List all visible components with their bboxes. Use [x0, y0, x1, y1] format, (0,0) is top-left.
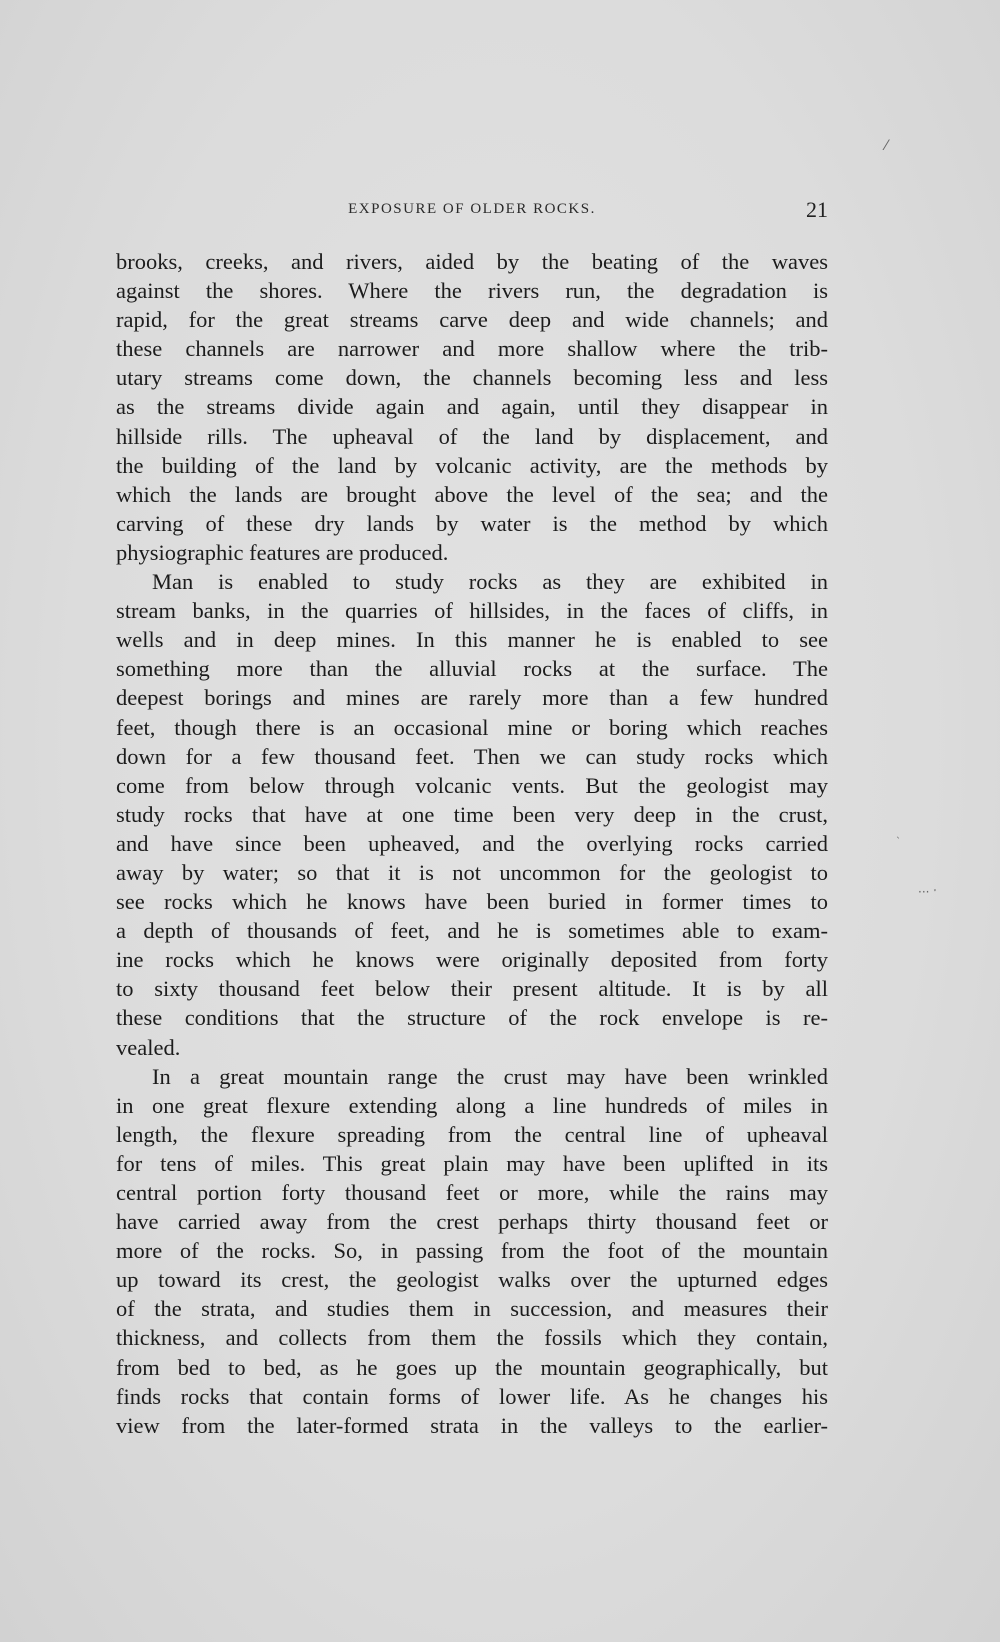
text-line: of the strata, and studies them in succession, and measures their	[116, 1296, 828, 1322]
running-head	[116, 197, 828, 227]
text-line: thickness, and collects from them the fossils which they contain,	[116, 1325, 828, 1351]
text-line: these conditions that the structure of the rock envelope is re-	[116, 1005, 828, 1031]
text-line: wells and in deep mines. In this manner he is enabled to see	[116, 627, 828, 653]
text-line: against the shores. Where the rivers run, the degradation is	[116, 278, 828, 304]
text-line: In a great mountain range the crust may have been wrinkled	[152, 1063, 828, 1089]
text-line: hillside rills. The upheaval of the land by displacement, and	[116, 423, 828, 449]
text-line: rapid, for the great streams carve deep and wide channels; and	[116, 307, 828, 333]
text-line: utary streams come down, the channels becoming less and less	[116, 365, 828, 391]
text-line: carving of these dry lands by water is the method by which	[116, 510, 828, 536]
text-line: in one great flexure extending along a line hundreds of miles in	[116, 1092, 828, 1118]
running-title: EXPOSURE OF OLDER ROCKS.	[348, 201, 596, 217]
text-line: and have since been upheaved, and the overlying rocks carried	[116, 830, 828, 856]
pencil-mark: ⁄	[885, 138, 888, 154]
text-line: feet, though there is an occasional mine or boring which reaches	[116, 714, 828, 740]
text-line: have carried away from the crest perhaps thirty thousand feet or	[116, 1209, 828, 1235]
text-line: finds rocks that contain forms of lower life. As he changes his	[116, 1383, 828, 1409]
text-line: from bed to bed, as he goes up the mountain geographically, but	[116, 1354, 828, 1380]
text-line: deepest borings and mines are rarely more than a few hundred	[116, 685, 828, 711]
text-line: brooks, creeks, and rivers, aided by the beating of the waves	[116, 249, 828, 274]
text-line: more of the rocks. So, in passing from the foot of the mountain	[116, 1238, 828, 1264]
text-line: view from the later-formed strata in the valleys to the earlier-	[116, 1412, 828, 1438]
text-line: which the lands are brought above the level of the sea; and the	[116, 481, 828, 507]
text-line: central portion forty thousand feet or more, while the rains may	[116, 1180, 828, 1205]
text-line: to sixty thousand feet below their present altitude. It is by all	[116, 976, 828, 1002]
text-line: vealed.	[116, 1034, 181, 1060]
text-line: these channels are narrower and more shallow where the trib-	[116, 336, 828, 362]
text-line: length, the flexure spreading from the central line of upheaval	[116, 1121, 828, 1147]
text-line: study rocks that have at one time been very deep in the crust,	[116, 801, 828, 827]
text-line: down for a few thousand feet. Then we can study rocks which	[116, 743, 828, 769]
text-line: as the streams divide again and again, until they disappear in	[116, 394, 828, 420]
text-line: a depth of thousands of feet, and he is sometimes able to exam-	[116, 918, 828, 944]
text-line: stream banks, in the quarries of hillsides, in the faces of cliffs, in	[116, 598, 828, 624]
text-line: physiographic features are produced.	[116, 539, 449, 565]
text-line: up toward its crest, the geologist walks over the upturned edges	[116, 1267, 828, 1293]
margin-speck: ··· ˑ	[918, 885, 938, 899]
text-line: Man is enabled to study rocks as they are exhibited in	[152, 569, 828, 595]
text-line: ine rocks which he knows were originally deposited from forty	[116, 947, 828, 973]
text-line: see rocks which he knows have been buried in former times to	[116, 889, 828, 915]
body-text	[116, 247, 828, 1440]
margin-speck: ˎ	[896, 828, 901, 839]
text-line: the building of the land by volcanic activity, are the methods by	[116, 452, 828, 478]
page-number: 21	[806, 197, 828, 222]
text-line: for tens of miles. This great plain may have been uplifted in its	[116, 1150, 828, 1176]
text-line: come from below through volcanic vents. But the geologist may	[116, 772, 828, 798]
text-line: something more than the alluvial rocks at the surface. The	[116, 656, 828, 682]
text-line: away by water; so that it is not uncommon for the geologist to	[116, 859, 828, 885]
